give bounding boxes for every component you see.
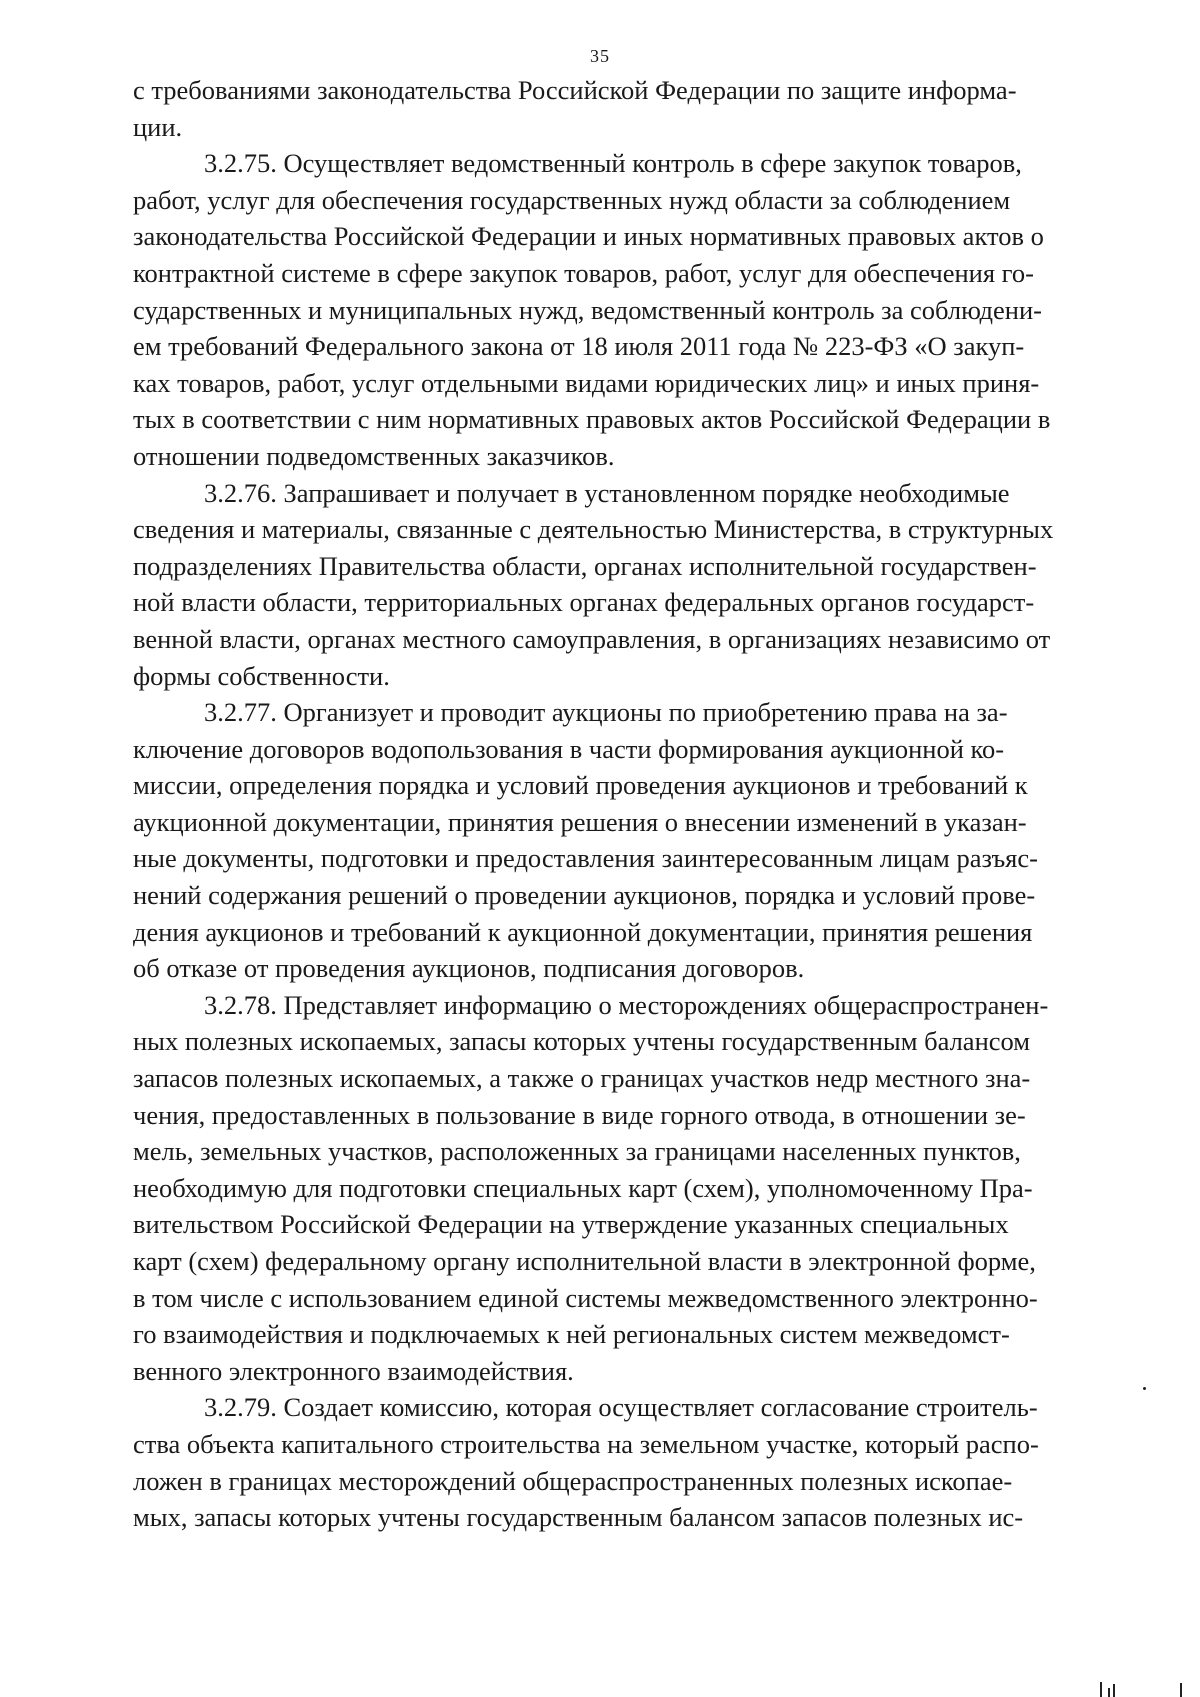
paragraph-first-line: 3.2.75. Осуществляет ведомственный контроль в сфере закупок товаров, bbox=[204, 148, 1022, 179]
text-line: чения, предоставленных в пользование в виде горного отвода, в отношении зе- bbox=[133, 1099, 1026, 1130]
text-line: сударственных и муниципальных нужд, ведомственный контроль за соблюдени- bbox=[133, 294, 1042, 325]
text-line: запасов полезных ископаемых, а также о границах участков недр местного зна- bbox=[133, 1063, 1031, 1094]
text-line: карт (схем) федеральному органу исполнительной власти в электронной форме, bbox=[133, 1246, 1036, 1276]
text-line: формы собственности. bbox=[133, 660, 390, 691]
text-line: контрактной системе в сфере закупок товаров, работ, услуг для обеспечения го- bbox=[133, 257, 1034, 288]
scan-artifact-mark bbox=[1108, 1688, 1110, 1697]
text-line: отношении подведомственных заказчиков. bbox=[133, 440, 615, 471]
text-line: тых в соответствии с ним нормативных правовых актов Российской Федерации в bbox=[133, 404, 1051, 435]
text-line: миссии, определения порядка и условий проведения аукционов и требований к bbox=[133, 770, 1028, 801]
text-line: работ, услуг для обеспечения государственных нужд области за соблюдением bbox=[133, 184, 1011, 215]
text-line: ства объекта капитального строительства на земельном участке, который распо- bbox=[133, 1428, 1039, 1459]
text-line: ложен в границах месторождений общераспространенных полезных ископае- bbox=[133, 1465, 1013, 1496]
text-line: венной власти, органах местного самоуправления, в организациях независимо от bbox=[133, 623, 1051, 654]
text-line: в том числе с использованием единой системы межведомственного электронно- bbox=[133, 1282, 1038, 1313]
text-line: дения аукционов и требований к аукционной документации, принятия решения bbox=[133, 916, 1033, 947]
paragraph-first-line: 3.2.77. Организует и проводит аукционы по приобретению права на за- bbox=[204, 697, 1008, 728]
paragraph-first-line: 3.2.78. Представляет информацию о месторождениях общераспространен- bbox=[204, 989, 1049, 1020]
text-line: мель, земельных участков, расположенных за границами населенных пунктов, bbox=[133, 1136, 1021, 1167]
document-body bbox=[133, 72, 1127, 1536]
text-line: законодательства Российской Федерации и иных нормативных правовых актов о bbox=[133, 221, 1044, 252]
text-line: го взаимодействия и подключаемых к ней региональных систем межведомст- bbox=[133, 1319, 1010, 1350]
text-line: венного электронного взаимодействия. bbox=[133, 1355, 574, 1386]
paragraph-first-line: 3.2.79. Создает комиссию, которая осуществляет согласование строитель- bbox=[204, 1392, 1038, 1423]
text-line: с требованиями законодательства Российской Федерации по защите информа- bbox=[133, 75, 1017, 105]
paragraph-first-line: 3.2.76. Запрашивает и получает в установленном порядке необходимые bbox=[204, 477, 1010, 508]
text-line: ной власти области, территориальных органах федеральных органов государст- bbox=[133, 587, 1035, 618]
text-line: сведения и материалы, связанные с деятельностью Министерства, в структурных bbox=[133, 514, 1054, 545]
text-line: мых, запасы которых учтены государственным балансом запасов полезных ис- bbox=[133, 1502, 1024, 1533]
text-line: необходимую для подготовки специальных карт (схем), уполномоченному Пра- bbox=[133, 1172, 1033, 1203]
text-line: ции. bbox=[133, 111, 183, 142]
text-line: ем требований Федерального закона от 18 июля 2011 года № 223-ФЗ «О закуп- bbox=[133, 331, 1025, 362]
text-line: ключение договоров водопользования в части формирования аукционной ко- bbox=[133, 733, 1005, 764]
text-line: аукционной документации, принятия решения о внесении изменений в указан- bbox=[133, 806, 1027, 837]
scan-artifact-mark bbox=[1180, 1683, 1182, 1697]
text-line: ных полезных ископаемых, запасы которых учтены государственным балансом bbox=[133, 1026, 1031, 1057]
text-line: ные документы, подготовки и предоставления заинтересованным лицам разъяс- bbox=[133, 843, 1038, 874]
text-line: ках товаров, работ, услуг отдельными видами юридических лиц» и иных приня- bbox=[133, 367, 1040, 398]
text-line: подразделениях Правительства области, органах исполнительной государствен- bbox=[133, 550, 1037, 581]
text-line: нений содержания решений о проведении аукционов, порядка и условий прове- bbox=[133, 880, 1036, 911]
text-line: вительством Российской Федерации на утверждение указанных специальных bbox=[133, 1209, 1009, 1240]
scan-artifact-mark bbox=[1143, 1387, 1146, 1390]
text-line: об отказе от проведения аукционов, подписания договоров. bbox=[133, 953, 805, 984]
scan-artifact-mark bbox=[1100, 1682, 1102, 1697]
scan-artifact-mark bbox=[1113, 1684, 1115, 1697]
page-number: 35 bbox=[590, 46, 610, 66]
